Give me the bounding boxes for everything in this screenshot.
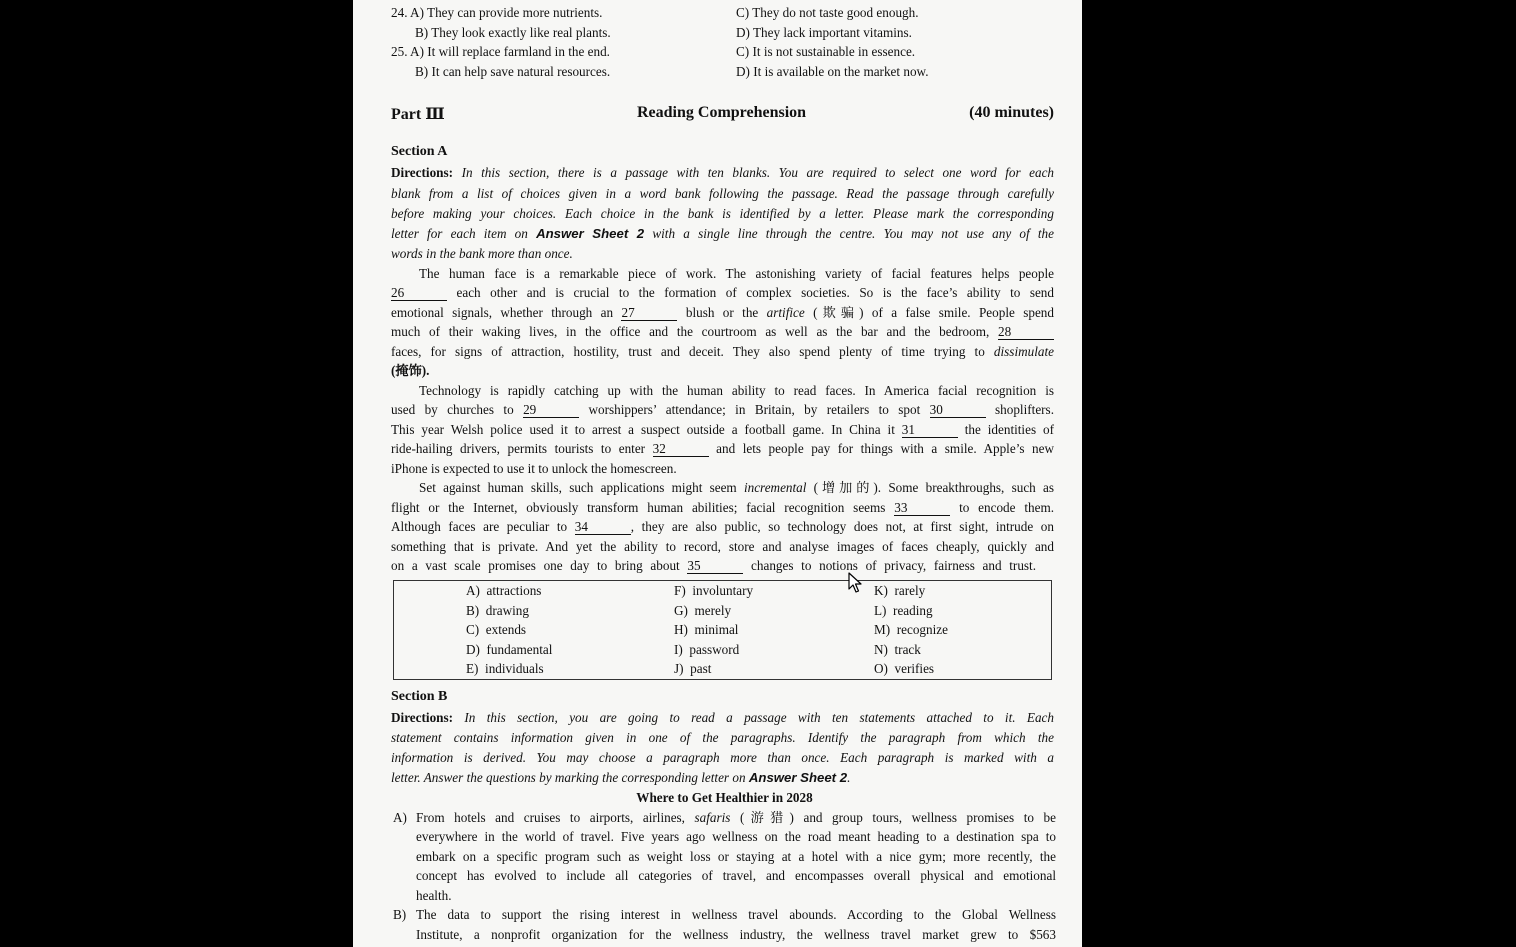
passage-p2-line3: This year Welsh police used it to arrest a suspect outside a football game. In China it 31 the identities of xyxy=(391,422,1054,437)
passage-p3-line4: something that is private. And yet the ability to record, store and analyse images of faces cheaply, quickly and xyxy=(391,539,1054,554)
word-bank-option: H) minimal xyxy=(674,622,739,637)
blank-26: 26 xyxy=(391,285,447,301)
passage-p1-line1: The human face is a remarkable piece of work. The astonishing variety of facial features helps people xyxy=(419,266,1054,281)
word-bank-option: F) involuntary xyxy=(674,583,754,598)
word-bank-option: C) extends xyxy=(466,622,527,637)
word-bank-option: E) individuals xyxy=(466,661,544,676)
section-a-directions-line2: blank from a list of choices given in a word bank following the passage. Read the passage through carefully xyxy=(391,186,1054,201)
para-b-line2: Institute, a nonprofit organization for the wellness industry, the wellness travel market grew to $563 xyxy=(416,927,1056,942)
para-a-line4: concept has evolved to include all categories of travel, and encompasses overall physical and emotional xyxy=(416,868,1056,883)
article-title: Where to Get Healthier in 2028 xyxy=(636,790,813,805)
section-b-title: Section B xyxy=(391,689,448,704)
section-b-directions-line4: letter. Answer the questions by marking the corresponding letter on Answer Sheet 2. xyxy=(391,770,851,785)
word-bank xyxy=(393,580,1052,680)
passage-p1-line5: faces, for signs of attraction, hostility, trust and deceit. They also spend plenty of time trying to dissimulate xyxy=(391,344,1054,359)
word-bank-option: M) recognize xyxy=(874,622,948,637)
section-a-directions-line5: words in the bank more than once. xyxy=(391,246,573,261)
blank-29: 29 xyxy=(523,402,579,418)
blank-27: 27 xyxy=(621,305,677,321)
para-a-line5: health. xyxy=(416,888,452,903)
q24-option-b: B) They look exactly like real plants. xyxy=(415,25,611,40)
section-b-directions-line2: statement contains information given in one of the paragraphs. Identify the paragraph from which the xyxy=(391,730,1054,745)
section-a-directions-line3: before making your choices. Each choice in the bank is identified by a letter. Please mark the corresponding xyxy=(391,206,1054,221)
word-bank-option: A) attractions xyxy=(466,583,542,598)
passage-p1-line3: emotional signals, whether through an 27 blush or the artifice (欺骗) of a false smile. People spend xyxy=(391,305,1054,320)
q25-option-a: 25. A) It will replace farmland in the end. xyxy=(391,44,610,59)
passage-p3-line5: on a vast scale promises one day to bring about 35 changes to notions of privacy, fairness and trust. xyxy=(391,558,1037,573)
word-bank-option: L) reading xyxy=(874,603,933,618)
blank-30: 30 xyxy=(930,402,986,418)
word-bank-option: K) rarely xyxy=(874,583,926,598)
q24-option-a: 24. A) They can provide more nutrients. xyxy=(391,5,603,20)
passage-p2-line1: Technology is rapidly catching up with the human ability to read faces. In America facial recognition is xyxy=(419,383,1054,398)
passage-p2-line4: ride-hailing drivers, permits tourists to enter 32 and lets people pay for things with a smile. Apple’s new xyxy=(391,441,1054,456)
section-a-title: Section A xyxy=(391,144,448,159)
blank-34: 34 xyxy=(575,519,631,535)
passage-p2-line5: iPhone is expected to use it to unlock the homescreen. xyxy=(391,461,677,476)
passage-p2-line2: used by churches to 29 worshippers’ attendance; in Britain, by retailers to spot 30 shoplifters. xyxy=(391,402,1054,417)
blank-32: 32 xyxy=(653,441,709,457)
para-a-line1: From hotels and cruises to airports, airlines, safaris (游猎) and group tours, wellness promises to be xyxy=(416,810,1056,825)
q24-option-c: C) They do not taste good enough. xyxy=(736,5,919,20)
word-bank-option: D) fundamental xyxy=(466,642,553,657)
part-label: Part Ⅲ xyxy=(391,106,445,123)
blank-33: 33 xyxy=(894,500,950,516)
para-a-label: A) xyxy=(393,810,407,825)
para-b-label: B) xyxy=(393,907,407,922)
section-a-directions-line4: letter for each item on Answer Sheet 2 with a single line through the centre. You may not use any of the xyxy=(391,226,1054,241)
para-b-line1: The data to support the rising interest in wellness travel abounds. According to the Global Wellness xyxy=(416,907,1056,922)
word-bank-option: O) verifies xyxy=(874,661,935,676)
word-bank-option: J) past xyxy=(674,661,712,676)
passage-p3-line1: Set against human skills, such applications might seem incremental (增加的). Some breakthroughs, such as xyxy=(419,480,1054,495)
section-a-directions-line1: Directions: In this section, there is a passage with ten blanks. You are required to select one word for each xyxy=(391,165,1055,180)
passage-p3-line2: flight or the Internet, obviously transform human abilities; facial recognition seems 33 to encode them. xyxy=(391,500,1054,515)
q24-option-d: D) They lack important vitamins. xyxy=(736,25,912,40)
word-bank-option: I) password xyxy=(674,642,740,657)
word-bank-option: G) merely xyxy=(674,603,732,618)
word-bank-option: N) track xyxy=(874,642,921,657)
q25-option-b: B) It can help save natural resources. xyxy=(415,64,611,79)
section-b-directions-line3: information is derived. You may choose a paragraph more than once. Each paragraph is marked with a xyxy=(391,750,1054,765)
passage-p1-line4: much of their waking lives, in the office and the courtroom as well as the bar and the bedroom, 28 xyxy=(391,322,1054,341)
part-title: Reading Comprehension xyxy=(637,104,807,121)
q25-option-c: C) It is not sustainable in essence. xyxy=(736,44,916,59)
blank-35: 35 xyxy=(687,558,743,574)
section-b-directions-line1: Directions: In this section, you are going to read a passage with ten statements attached to it. Each xyxy=(391,710,1055,725)
para-a-line2: everywhere in the world of travel. Five years ago wellness on the road meant heading to a destination spa to xyxy=(416,829,1056,844)
part-time: (40 minutes) xyxy=(969,104,1054,121)
passage-p1-line6: (掩饰). xyxy=(391,363,430,378)
exam-page xyxy=(353,0,1082,947)
passage-p1-line2: 26 each other and is crucial to the formation of complex societies. So is the face’s ability to send xyxy=(391,285,1054,300)
mouse-pointer-icon xyxy=(848,572,862,594)
word-bank-option: B) drawing xyxy=(466,603,529,618)
para-a-line3: embark on a specific program such as weight loss or staying at a hotel with a nice gym; more recently, the xyxy=(416,849,1056,864)
passage-p3-line3: Although faces are peculiar to 34 , they are also public, so technology does not, at first sight, intrude on xyxy=(391,519,1054,534)
blank-28: 28 xyxy=(998,324,1054,340)
blank-31: 31 xyxy=(902,422,958,438)
q25-option-d: D) It is available on the market now. xyxy=(736,64,929,79)
